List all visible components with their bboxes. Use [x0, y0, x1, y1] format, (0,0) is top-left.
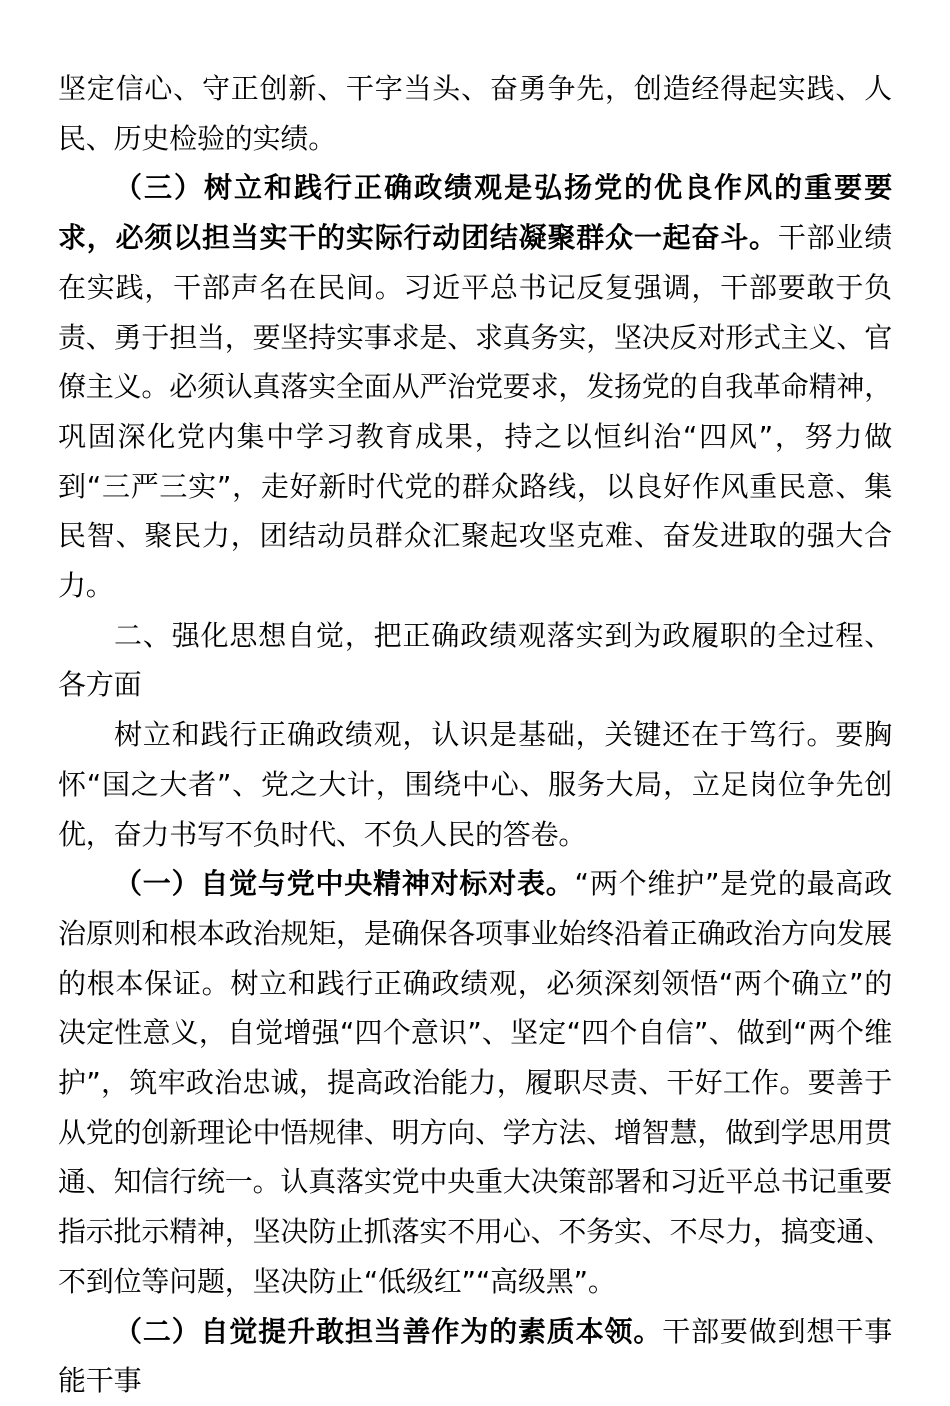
- paragraph-6-body: 干部要做到想干事能干事: [58, 1314, 892, 1398]
- paragraph-6-heading: （二）自觉提升敢担当善作为的素质本领。: [114, 1314, 663, 1348]
- paragraph-2-body: 干部业绩在实践，干部声名在民间。习近平总书记反复强调，干部要敢于负责、勇于担当，要坚持实事求是、求真务实，坚决反对形式主义、官僚主义。必须认真落实全面从严治党要求，发扬党的自我革命精神，巩固深化党内集中学习教育成果，持之以恒纠治“四风”，努力做到“三严三实”，走好新时代党的群众路线，以良好作风重民意、集民智、聚民力，团结动员群众汇聚起攻坚克难、奋发进取的强大合力。: [58, 221, 893, 603]
- document-page: [58, 64, 892, 1406]
- paragraph-5-heading: （一）自觉与党中央精神对标对表。: [114, 867, 575, 901]
- section-heading-2: [58, 611, 892, 710]
- paragraph-5: [58, 859, 892, 1306]
- paragraph-4: [58, 710, 892, 859]
- paragraph-1: [58, 64, 892, 163]
- paragraph-6: [58, 1307, 892, 1406]
- paragraph-2-heading: （三）树立和践行正确政绩观是弘扬党的优良作风的重要要求，必须以担当实干的实际行动团结凝聚群众一起奋斗。: [58, 171, 892, 255]
- section-heading-2-text: 二、强化思想自觉，把正确政绩观落实到为政履职的全过程、各方面: [58, 618, 892, 702]
- paragraph-2: [58, 163, 892, 610]
- paragraph-4-body: 树立和践行正确政绩观，认识是基础，关键还在于笃行。要胸怀“国之大者”、党之大计，围绕中心、服务大局，立足岗位争先创优，奋力书写不负时代、不负人民的答卷。: [58, 718, 892, 851]
- paragraph-5-body: “两个维护”是党的最高政治原则和根本政治规矩，是确保各项事业始终沿着正确政治方向发展的根本保证。树立和践行正确政绩观，必须深刻领悟“两个确立”的决定性意义，自觉增强“四个意识”、坚定“四个自信”、做到“两个维护”，筑牢政治忠诚，提高政治能力，履职尽责、干好工作。要善于从党的创新理论中悟规律、明方向、学方法、增智慧，做到学思用贯通、知信行统一。认真落实党中央重大决策部署和习近平总书记重要指示批示精神，坚决防止抓落实不用心、不务实、不尽力，搞变通、不到位等问题，坚决防止“低级红”“高级黑”。: [58, 867, 893, 1298]
- paragraph-1-body: 坚定信心、守正创新、干字当头、奋勇争先，创造经得起实践、人民、历史检验的实绩。: [58, 72, 892, 155]
